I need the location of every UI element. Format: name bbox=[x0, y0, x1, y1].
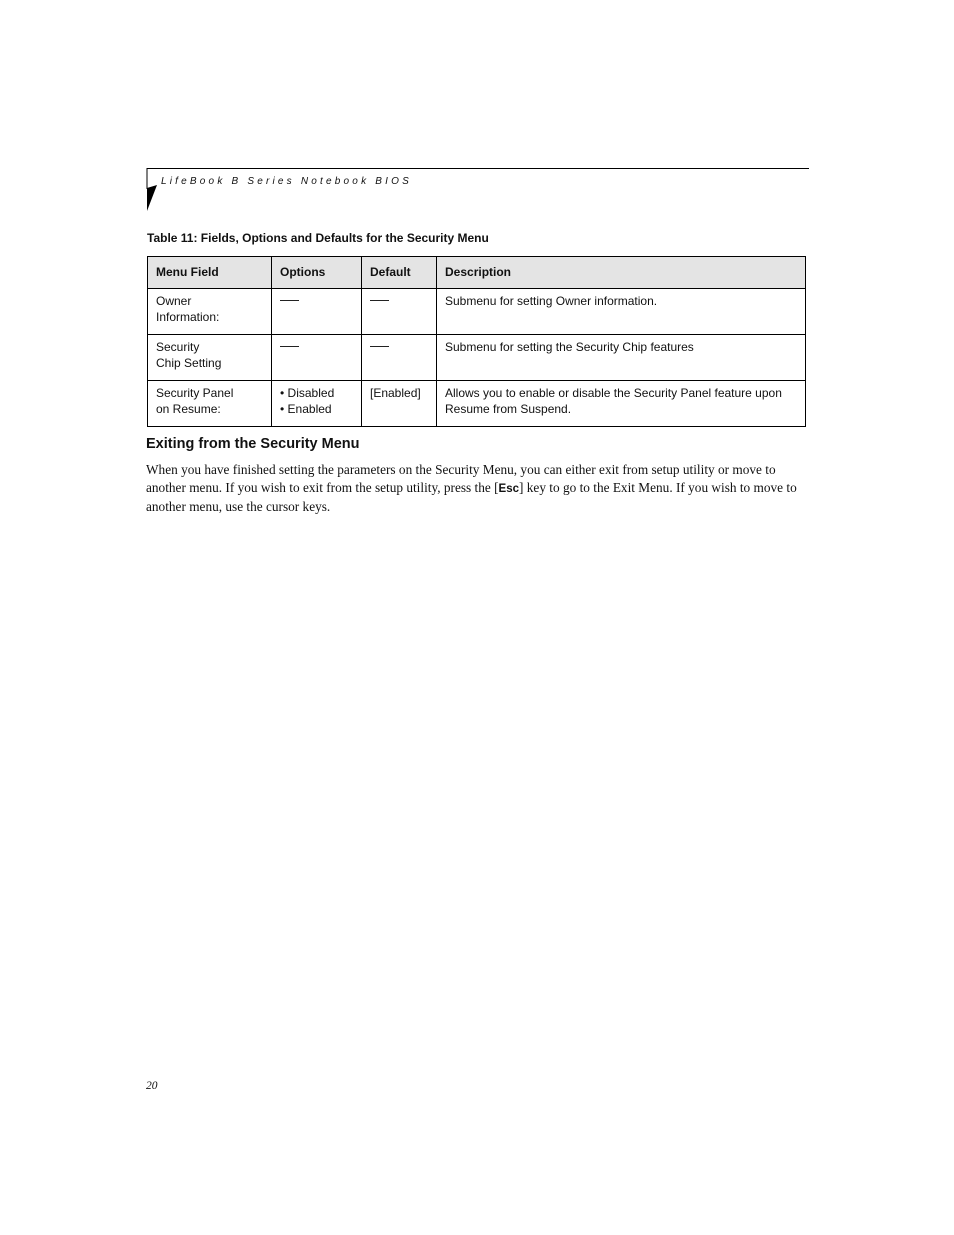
header-corner-mark bbox=[146, 168, 158, 211]
header-rule bbox=[147, 168, 809, 169]
column-header-menu-field: Menu Field bbox=[148, 257, 272, 289]
option-label: Disabled bbox=[287, 386, 335, 400]
description-cell: Allows you to enable or disable the Security Panel feature upon Resume from Suspend. bbox=[437, 381, 806, 427]
table-row bbox=[148, 335, 806, 381]
empty-dash bbox=[370, 346, 389, 347]
option-item: • Enabled bbox=[280, 401, 332, 416]
table-row bbox=[148, 381, 806, 427]
option-item: • Disabled bbox=[280, 386, 335, 400]
menu-field-line: Information: bbox=[156, 309, 220, 324]
menu-field-cell bbox=[148, 289, 272, 335]
menu-field-line: Owner bbox=[156, 294, 192, 308]
default-cell bbox=[362, 289, 437, 335]
menu-field-cell bbox=[148, 381, 272, 427]
security-menu-table bbox=[147, 256, 806, 427]
options-cell bbox=[272, 289, 362, 335]
body-text-part: ] key to go to the Exit Menu. If you wish to move to another menu, use the cursor keys. bbox=[146, 479, 797, 514]
table-caption: Table 11: Fields, Options and Defaults for the Security Menu bbox=[147, 231, 489, 245]
option-label: Enabled bbox=[287, 401, 332, 416]
empty-dash bbox=[370, 300, 389, 301]
running-head: LifeBook B Series Notebook BIOS bbox=[161, 176, 412, 187]
description-cell: Submenu for setting the Security Chip features bbox=[437, 335, 806, 381]
menu-field-cell bbox=[148, 335, 272, 381]
description-cell: Submenu for setting Owner information. bbox=[437, 289, 806, 335]
column-header-options: Options bbox=[272, 257, 362, 289]
body-paragraph bbox=[146, 461, 808, 516]
table-header-row bbox=[148, 257, 806, 289]
empty-dash bbox=[280, 300, 299, 301]
options-cell bbox=[272, 381, 362, 427]
page-number: 20 bbox=[146, 1080, 158, 1092]
table-row bbox=[148, 289, 806, 335]
empty-dash bbox=[280, 346, 299, 347]
column-header-description: Description bbox=[437, 257, 806, 289]
section-heading: Exiting from the Security Menu bbox=[146, 436, 360, 452]
menu-field-line: on Resume: bbox=[156, 401, 221, 416]
menu-field-line: Security Panel bbox=[156, 386, 234, 400]
default-cell bbox=[362, 335, 437, 381]
esc-key-label: Esc bbox=[498, 482, 520, 495]
column-header-default: Default bbox=[362, 257, 437, 289]
body-text-part: When you have finished setting the parameters on the Security Menu, you can either exit from setup utility or move to another menu. If you wish to exit from the setup utility, press the [ bbox=[146, 462, 776, 495]
default-cell: [Enabled] bbox=[362, 381, 437, 427]
menu-field-line: Chip Setting bbox=[156, 355, 222, 370]
menu-field-line: Security bbox=[156, 340, 200, 354]
options-cell bbox=[272, 335, 362, 381]
